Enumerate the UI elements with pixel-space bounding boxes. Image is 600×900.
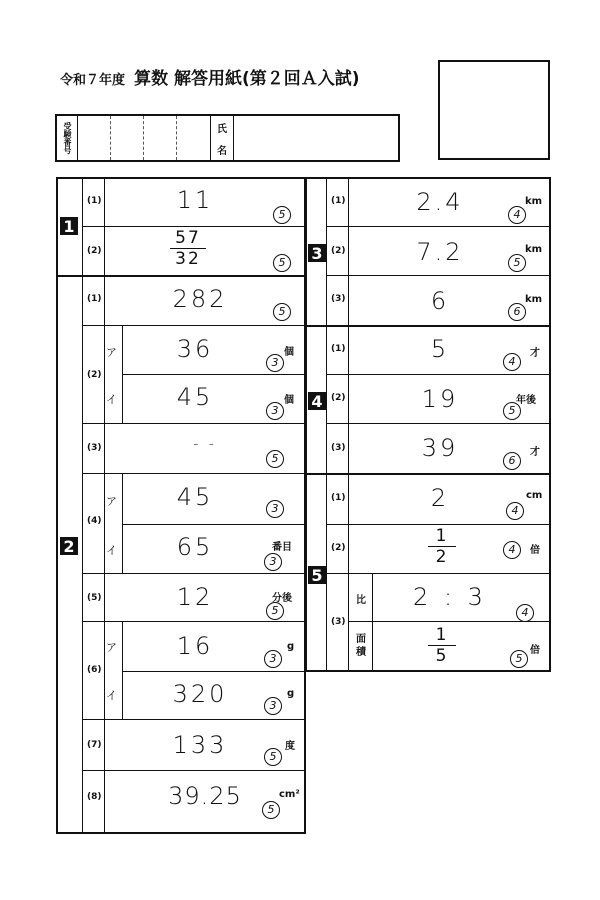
answer-2-8: 39.25	[168, 782, 242, 810]
points-circle: 3	[266, 402, 284, 420]
answer-5-2-fraction	[425, 527, 459, 566]
exam-id-box	[55, 114, 400, 162]
answer-2-5: 12	[176, 583, 214, 611]
points-circle: 4	[506, 502, 524, 520]
sheet-title	[60, 64, 360, 89]
answer-2-4-i: 65	[176, 533, 214, 561]
id-digit-divider	[110, 116, 111, 160]
unit: 倍	[530, 645, 540, 656]
answer-5-3-area-fraction	[425, 626, 459, 665]
points-circle: 5	[503, 402, 521, 420]
points-circle: 5	[273, 254, 291, 272]
section-3-label: 3	[308, 244, 326, 262]
points-circle: 3	[266, 500, 284, 518]
points-circle: 5	[266, 450, 284, 468]
sub-label-a: ア	[106, 641, 117, 654]
question-number: (1)	[87, 294, 102, 304]
points-circle: 5	[264, 748, 282, 766]
numerator: 57	[175, 228, 201, 248]
answer-2-1: 282	[172, 285, 228, 313]
answer-1-1: 11	[176, 186, 214, 214]
points-circle: 5	[510, 650, 528, 668]
id-digit-divider	[143, 116, 144, 160]
denominator: 32	[175, 249, 201, 269]
points-circle: 5	[273, 303, 291, 321]
answer-2-7: 133	[172, 731, 228, 759]
answer-2-3: - -	[193, 436, 217, 452]
unit: 分後	[272, 593, 292, 604]
unit: 年後	[516, 395, 536, 406]
title-main: 算数 解答用紙(第２回Ａ入試)	[134, 69, 360, 89]
points-circle: 4	[516, 604, 534, 622]
question-number: (5)	[87, 593, 102, 603]
points-circle: 6	[508, 303, 526, 321]
unit: 個	[284, 347, 294, 358]
question-number: (8)	[87, 792, 102, 802]
unit: cm²	[279, 789, 300, 800]
unit: km	[525, 294, 543, 305]
unit: 倍	[530, 545, 540, 556]
unit: g	[287, 688, 295, 699]
unit: cm	[526, 490, 543, 501]
answer-2-2-a: 36	[176, 335, 214, 363]
points-circle: 4	[503, 541, 521, 559]
numerator: 1	[435, 526, 449, 546]
question-number: (2)	[331, 246, 346, 256]
question-number: (7)	[87, 740, 102, 750]
points-circle: 5	[508, 254, 526, 272]
unit: km	[525, 244, 543, 255]
points-circle: 4	[508, 206, 526, 224]
section-4-label: 4	[308, 392, 326, 410]
answer-2-6-i: 320	[172, 680, 228, 708]
sub-label-i: イ	[106, 689, 117, 702]
question-number: (1)	[331, 196, 346, 206]
unit: 個	[284, 395, 294, 406]
points-circle: 5	[273, 206, 291, 224]
unit: 才	[530, 348, 540, 359]
question-number: (2)	[87, 246, 102, 256]
answer-5-1: 2	[430, 484, 450, 512]
answer-3-1: 2.4	[416, 188, 464, 216]
unit: 才	[530, 447, 540, 458]
points-circle: 5	[262, 801, 280, 819]
name-label: 氏 名	[210, 116, 234, 160]
answer-2-6-a: 16	[176, 632, 214, 660]
question-number: (1)	[331, 344, 346, 354]
answer-1-2-fraction	[168, 229, 208, 268]
denominator: 5	[435, 646, 449, 666]
denominator: 2	[435, 547, 449, 567]
points-circle: 3	[264, 697, 282, 715]
unit: 番目	[272, 542, 292, 553]
answer-4-3: 39	[421, 434, 459, 462]
area-label: 面 積	[356, 634, 366, 658]
section-5-label: 5	[308, 566, 326, 584]
answer-5-3-ratio: 2 : 3	[413, 583, 487, 611]
numerator: 1	[435, 625, 449, 645]
sub-label-i: イ	[106, 393, 117, 406]
sub-label-i: イ	[106, 544, 117, 557]
question-number: (3)	[331, 443, 346, 453]
unit: km	[525, 196, 543, 207]
question-number: (3)	[331, 294, 346, 304]
ratio-label: 比	[356, 595, 366, 606]
answer-3-3: 6	[430, 287, 450, 315]
question-number: (2)	[331, 393, 346, 403]
points-circle: 5	[266, 602, 284, 620]
exam-number-label: 受験番号	[57, 116, 78, 160]
answer-2-4-a: 45	[176, 483, 214, 511]
unit: g	[287, 641, 295, 652]
question-number: (3)	[87, 443, 102, 453]
sub-label-a: ア	[106, 346, 117, 359]
title-prefix: 令和７年度	[60, 73, 126, 88]
question-number: (1)	[87, 196, 102, 206]
question-number: (3)	[331, 617, 346, 627]
id-digit-divider	[176, 116, 177, 160]
section-1-label: 1	[60, 217, 78, 235]
points-circle: 3	[264, 553, 282, 571]
score-box	[438, 60, 550, 160]
answer-2-2-i: 45	[176, 383, 214, 411]
question-number: (2)	[87, 370, 102, 380]
answer-4-2: 19	[421, 385, 459, 413]
question-number: (6)	[87, 665, 102, 675]
section-2-label: 2	[60, 537, 78, 555]
points-circle: 4	[503, 353, 521, 371]
question-number: (4)	[87, 516, 102, 526]
unit: 度	[285, 741, 295, 752]
points-circle: 6	[503, 452, 521, 470]
answer-4-1: 5	[430, 335, 450, 363]
question-number: (2)	[331, 543, 346, 553]
points-circle: 3	[266, 354, 284, 372]
sub-label-a: ア	[106, 495, 117, 508]
answer-3-2: 7.2	[416, 238, 464, 266]
points-circle: 3	[264, 650, 282, 668]
question-number: (1)	[331, 493, 346, 503]
